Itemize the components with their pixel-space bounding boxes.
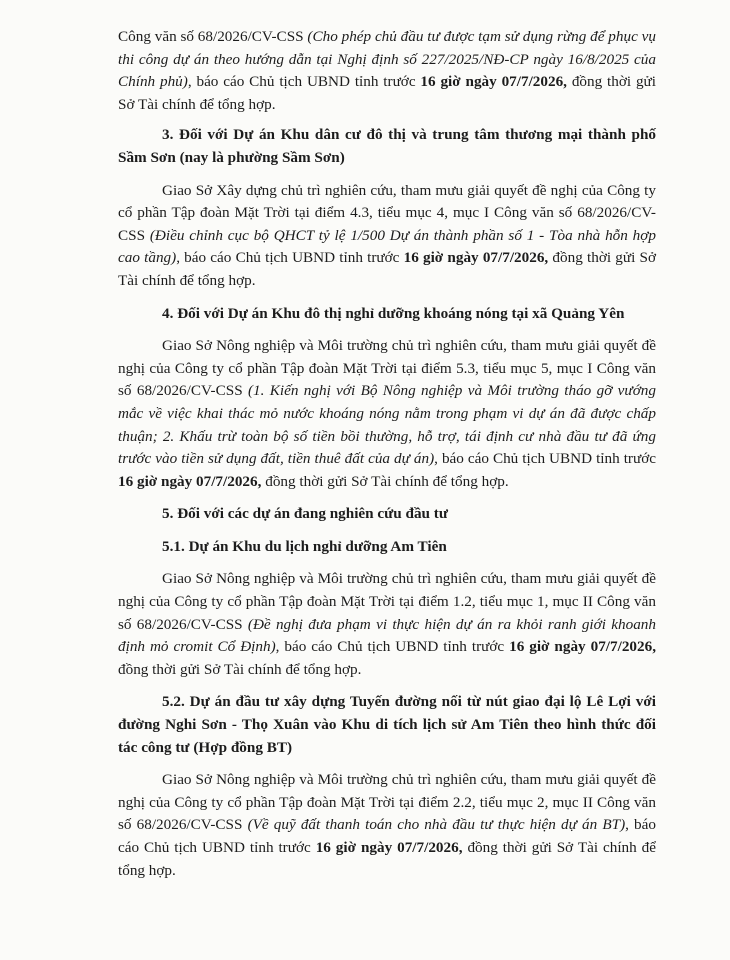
text-run: đồng thời gửi Sở Tài chính để tổng hợp. (118, 839, 657, 879)
text-run: đồng thời gửi Sở Tài chính để tổng hợp. (118, 73, 656, 113)
text-run: Giao Sở Xây dựng chủ trì nghiên cứu, tham mưu giải quyết đề nghị của Công ty cổ phần Tập đoàn Mặt Trời tại điểm 4.3, tiểu mục 4, mục I Công văn số 68/2026/CV-CSS (118, 181, 656, 244)
deadline-text: 16 giờ ngày 07/7/2026, (420, 73, 567, 91)
deadline-text: 16 giờ ngày 07/7/2026, (403, 249, 549, 267)
text-run: Giao Sở Nông nghiệp và Môi trường chủ trì nghiên cứu, tham mưu giải quyết đề nghị của Công ty cổ phần Tập đoàn Mặt Trời tại điểm 1.2, tiểu mục 1, mục II Công văn số 68/2026/CV-CSS (118, 570, 656, 633)
deadline-text: 16 giờ ngày 07/7/2026, (509, 638, 656, 656)
paragraph-section-4 (118, 335, 656, 493)
text-run: đồng thời gửi Sở Tài chính để tổng hợp. (118, 660, 362, 678)
text-run: đồng thời gửi Sở Tài chính để tổng hợp. (118, 249, 656, 289)
paragraph-continuation (118, 26, 656, 116)
text-run: , báo cáo Chủ tịch UBND tỉnh trước (118, 816, 656, 856)
section-heading-5-1: 5.1. Dự án Khu du lịch nghỉ dưỡng Am Tiên (162, 537, 447, 555)
text-run: đồng thời gửi Sở Tài chính để tổng hợp. (261, 472, 509, 490)
text-run: Giao Sở Nông nghiệp và Môi trường chủ trì nghiên cứu, tham mưu giải quyết đề nghị của Công ty cổ phần Tập đoàn Mặt Trời tại điểm 2.2, tiểu mục 2, mục II Công văn số 68/2026/CV-CSS (118, 771, 656, 834)
italic-note: (Điều chỉnh cục bộ QHCT tỷ lệ 1/500 Dự án thành phần số 1 - Tòa nhà hỗn hợp cao tầng) (118, 226, 656, 267)
italic-note: (Cho phép chủ đầu tư được tạm sử dụng rừng để phục vụ thi công dự án theo hướng dẫn tại Nghị định số 227/2025/NĐ-CP ngày 16/8/2025 của Chính phủ) (118, 28, 656, 91)
deadline-text: 16 giờ ngày 07/7/2026, (118, 472, 262, 490)
text-run: , báo cáo Chủ tịch UBND tỉnh trước (176, 249, 404, 267)
paragraph-section-5-2 (118, 769, 656, 882)
section-heading-5: 5. Đối với các dự án đang nghiên cứu đầu tư (162, 505, 448, 523)
italic-note: (Về quỹ đất thanh toán cho nhà đầu tư thực hiện dự án BT) (247, 816, 626, 834)
italic-note: (Đề nghị đưa phạm vi thực hiện dự án ra khỏi ranh giới khoanh định mỏ cromit Cổ Định) (118, 615, 656, 656)
italic-note: (1. Kiến nghị với Bộ Nông nghiệp và Môi trường tháo gỡ vướng mắc về việc khai thác mỏ nước khoáng nóng nằm trong phạm vi dự án đã được chấp thuận; 2. Khấu trừ toàn bộ số tiền bồi thường, hỗ trợ, tái định cư nhà đầu tư đã ứng trước vào tiền sử dụng đất, tiền thuê đất của dự án) (118, 382, 656, 468)
section-heading-5-2: 5.2. Dự án đầu tư xây dựng Tuyến đường nối từ nút giao đại lộ Lê Lợi với đường Nghi Sơn - Thọ Xuân vào Khu di tích lịch sử Am Tiên theo hình thức đối tác công tư (Hợp đồng BT) (118, 693, 656, 756)
section-heading-3: 3. Đối với Dự án Khu dân cư đô thị và trung tâm thương mại thành phố Sầm Sơn (nay là phường Sầm Sơn) (118, 126, 656, 166)
paragraph-section-5-1 (118, 568, 656, 681)
text-run: Công văn số 68/2026/CV-CSS (118, 28, 308, 45)
deadline-text: 16 giờ ngày 07/7/2026, (315, 839, 463, 856)
text-run: Giao Sở Nông nghiệp và Môi trường chủ trì nghiên cứu, tham mưu giải quyết đề nghị của Công ty cổ phần Tập đoàn Mặt Trời tại điểm 5.3, tiểu mục 5, mục I Công văn số 68/2026/CV-CSS (118, 337, 656, 400)
text-run: , báo cáo Chủ tịch UBND tỉnh trước (434, 450, 656, 468)
text-run: , báo cáo Chủ tịch UBND tỉnh trước (275, 638, 510, 656)
section-heading-4: 4. Đối với Dự án Khu đô thị nghỉ dưỡng khoáng nóng tại xã Quảng Yên (162, 304, 625, 322)
text-run: , báo cáo Chủ tịch UBND tỉnh trước (187, 73, 421, 91)
paragraph-section-3 (118, 180, 656, 293)
